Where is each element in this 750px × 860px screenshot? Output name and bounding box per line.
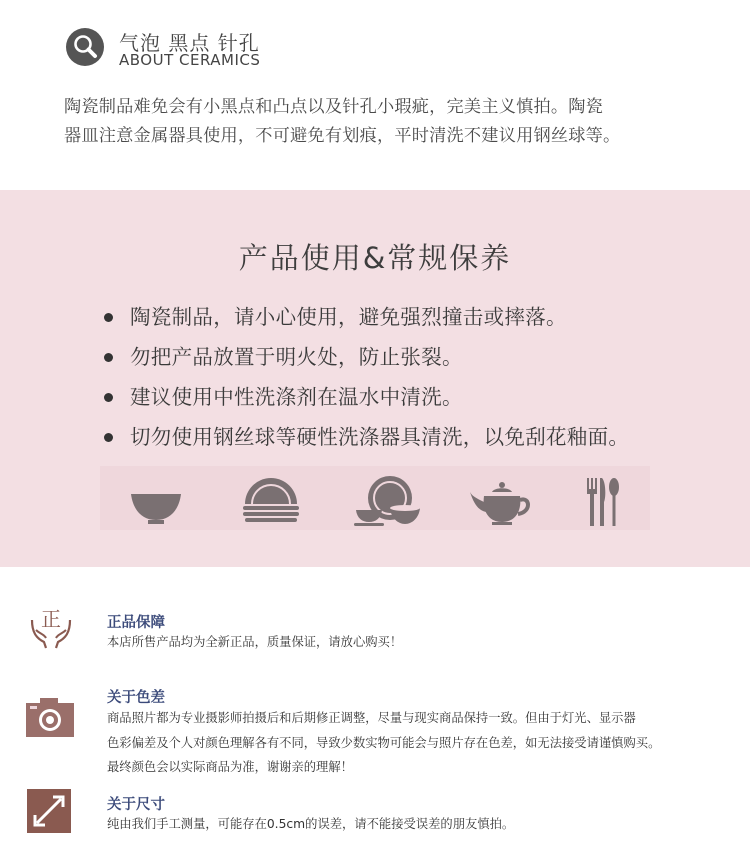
care-item-text: 切勿使用钢丝球等硬性洗涤器具清洗，以免刮花釉面。 (130, 425, 630, 449)
color-text-line: 商品照片都为专业摄影师拍摄后和后期修正调整，尽量与现实商品保持一致。但由于灯光、显示器 (107, 711, 636, 725)
plates-icon (240, 474, 302, 530)
bullet-icon (104, 393, 113, 402)
bullet-icon (104, 433, 113, 442)
ceramics-notice-section (0, 0, 750, 190)
cutlery-icon (582, 474, 622, 530)
intro-line: 器皿注意金属器具使用，不可避免有划痕，平时清洗不建议用钢丝球等。 (64, 126, 621, 146)
list-item (104, 300, 629, 340)
tableware-set-icon (352, 474, 424, 530)
color-text-line: 最终颜色会以实际商品为准，谢谢亲的理解！ (107, 760, 353, 774)
care-item-text: 陶瓷制品，请小心使用，避免强烈撞击或摔落。 (130, 305, 567, 329)
size-title: 关于尺寸 (107, 797, 165, 813)
teapot-icon (468, 474, 538, 530)
care-item-text: 建议使用中性洗涤剂在温水中清洗。 (130, 385, 463, 409)
section-title-cn: 气泡 黑点 针孔 (119, 31, 260, 55)
color-text-line: 色彩偏差及个人对颜色理解各有不同，导致少数实物可能会与照片存在色差，如无法接受请谨慎购买。 (107, 735, 661, 750)
color-title: 关于色差 (107, 690, 165, 706)
section-title-en: ABOUT CERAMICS (119, 51, 261, 69)
intro-line: 陶瓷制品难免会有小黑点和凸点以及针孔小瑕疵，完美主义慎拍。陶瓷 (64, 97, 604, 117)
bullet-icon (104, 313, 113, 322)
magnifier-icon (66, 28, 104, 66)
list-item (104, 420, 629, 460)
resize-arrow-icon (27, 789, 71, 833)
care-list (104, 300, 629, 460)
genuine-icon-text: 正 (41, 607, 61, 631)
care-item-text: 勿把产品放置于明火处，防止张裂。 (130, 345, 463, 369)
camera-icon (26, 697, 74, 737)
list-item (104, 380, 629, 420)
size-text: 纯由我们手工测量，可能存在0.5cm的误差，请不能接受误差的朋友慎拍。 (107, 817, 515, 831)
color-text (107, 706, 737, 780)
intro-paragraph (64, 93, 714, 151)
genuine-title: 正品保障 (107, 615, 165, 631)
list-item (104, 340, 629, 380)
bullet-icon (104, 353, 113, 362)
care-title: 产品使用&常规保养 (238, 241, 512, 275)
bowl-icon (128, 474, 184, 530)
genuine-text: 本店所售产品均为全新正品，质量保证，请放心购买！ (107, 635, 403, 649)
